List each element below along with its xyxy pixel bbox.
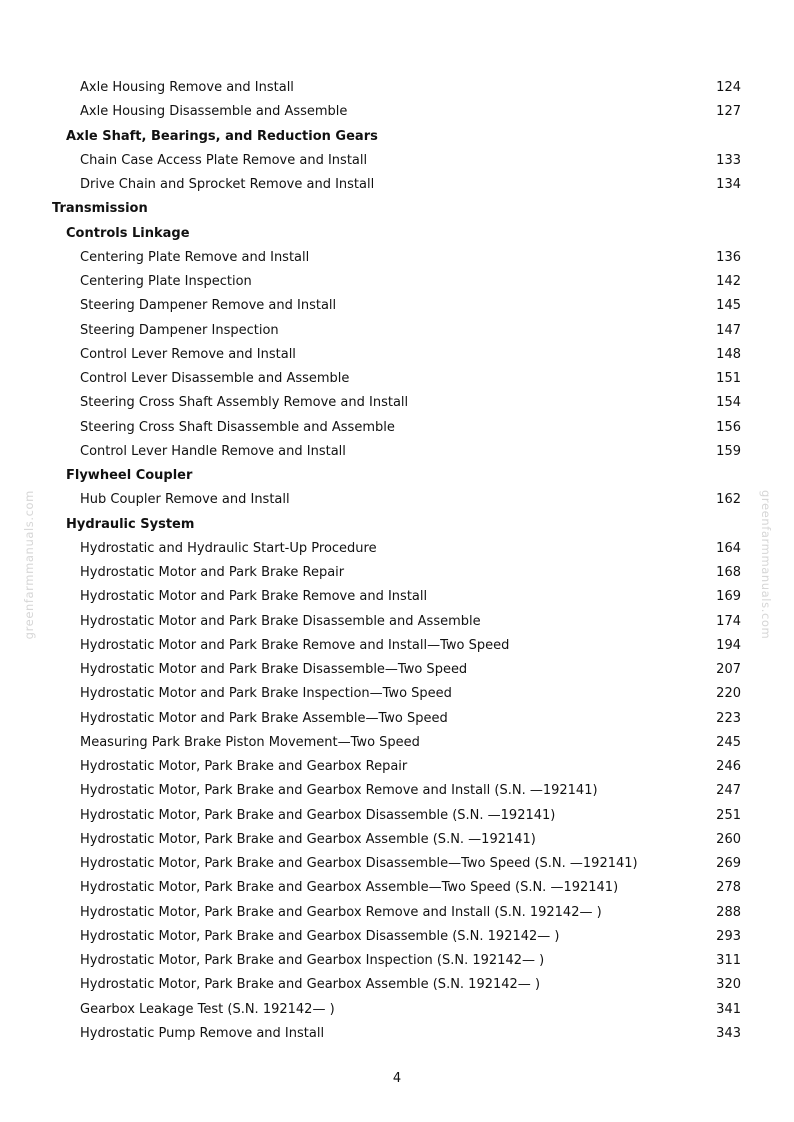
toc-entry-page: 174 — [716, 613, 741, 629]
toc-entry-page: 260 — [716, 831, 741, 847]
toc-entry[interactable] — [0, 416, 794, 440]
toc-entry-title: Hydrostatic Motor and Park Brake Remove and Install—Two Speed — [80, 637, 510, 653]
toc-entry[interactable] — [0, 319, 794, 343]
toc-entry[interactable] — [0, 610, 794, 634]
toc-entry-page: 223 — [716, 710, 741, 726]
toc-entry-title: Hydrostatic and Hydraulic Start-Up Procedure — [80, 540, 377, 556]
toc-entry[interactable] — [0, 682, 794, 706]
toc-entry[interactable] — [0, 537, 794, 561]
toc-entry-page: 154 — [716, 395, 741, 411]
toc-entry-title: Hydrostatic Motor, Park Brake and Gearbox Assemble—Two Speed (S.N. —192141) — [80, 880, 619, 896]
toc-entry[interactable] — [0, 270, 794, 294]
toc-entry[interactable] — [0, 488, 794, 512]
toc-entry-title: Hydrostatic Motor and Park Brake Assemble—Two Speed — [80, 710, 448, 726]
toc-entry-title: Hub Coupler Remove and Install — [80, 492, 290, 508]
toc-entry-page: 194 — [716, 637, 741, 653]
toc-entry-page: 169 — [716, 589, 741, 605]
toc-entry-page: 251 — [716, 807, 741, 823]
toc-entry-title: Measuring Park Brake Piston Movement—Two Speed — [80, 734, 420, 750]
toc-entry-page: 134 — [716, 177, 741, 192]
toc-section-heading[interactable] — [0, 464, 794, 488]
toc-entry-page: 320 — [716, 977, 741, 993]
toc-entry-page: 288 — [716, 904, 741, 920]
toc-entry[interactable] — [0, 949, 794, 973]
toc-section-heading[interactable] — [0, 125, 794, 149]
table-of-contents — [0, 76, 794, 1046]
toc-entry-page: 311 — [716, 953, 741, 968]
toc-entry-page: 162 — [716, 492, 741, 508]
toc-entry-page: 124 — [716, 80, 741, 95]
toc-entry-title: Steering Cross Shaft Disassemble and Assemble — [80, 419, 395, 435]
toc-entry[interactable] — [0, 828, 794, 852]
toc-entry-title: Hydrostatic Motor, Park Brake and Gearbox Disassemble (S.N. —192141) — [80, 807, 556, 823]
toc-entry-title: Controls Linkage — [66, 225, 190, 241]
toc-entry-title: Hydrostatic Motor, Park Brake and Gearbox Assemble (S.N. 192142— ) — [80, 977, 541, 993]
toc-entry-page: 278 — [716, 880, 741, 896]
toc-entry[interactable] — [0, 755, 794, 779]
toc-entry-title: Steering Dampener Inspection — [80, 322, 279, 338]
toc-entry-title: Control Lever Remove and Install — [80, 346, 296, 362]
watermark-left: greenfarmmanuals.com — [22, 490, 36, 640]
toc-entry[interactable] — [0, 440, 794, 464]
toc-section-heading[interactable] — [0, 222, 794, 246]
toc-entry-title: Hydrostatic Pump Remove and Install — [80, 1025, 325, 1041]
toc-entry[interactable] — [0, 76, 794, 100]
toc-entry[interactable] — [0, 391, 794, 415]
toc-entry-title: Hydrostatic Motor and Park Brake Disassemble—Two Speed — [80, 662, 468, 677]
toc-entry[interactable] — [0, 852, 794, 876]
toc-entry-page: 145 — [716, 298, 741, 314]
toc-entry-page: 168 — [716, 565, 741, 580]
toc-section-heading[interactable] — [0, 197, 794, 221]
toc-entry-title: Hydrostatic Motor, Park Brake and Gearbox Remove and Install (S.N. 192142— ) — [80, 904, 602, 920]
toc-entry-title: Control Lever Disassemble and Assemble — [80, 371, 350, 386]
toc-entry-page: 247 — [716, 783, 741, 799]
toc-entry-page: 136 — [716, 249, 741, 265]
toc-section-heading[interactable] — [0, 513, 794, 537]
toc-entry[interactable] — [0, 343, 794, 367]
toc-entry-title: Hydrostatic Motor and Park Brake Disassemble and Assemble — [80, 613, 481, 629]
toc-entry-title: Hydrostatic Motor, Park Brake and Gearbox Remove and Install (S.N. —192141) — [80, 783, 598, 799]
toc-entry-title: Gearbox Leakage Test (S.N. 192142— ) — [80, 1001, 335, 1017]
toc-entry-title: Hydrostatic Motor and Park Brake Repair — [80, 565, 345, 580]
toc-entry[interactable] — [0, 561, 794, 585]
toc-entry-page: 343 — [716, 1025, 741, 1041]
toc-entry[interactable] — [0, 149, 794, 173]
toc-entry[interactable] — [0, 876, 794, 900]
toc-entry-page: 148 — [716, 346, 741, 362]
toc-entry[interactable] — [0, 925, 794, 949]
toc-entry-page: 142 — [716, 274, 741, 289]
toc-entry[interactable] — [0, 901, 794, 925]
toc-entry-title: Chain Case Access Plate Remove and Install — [80, 152, 368, 168]
toc-entry-page: 246 — [716, 759, 741, 774]
toc-entry-page: 151 — [716, 371, 741, 386]
toc-entry-title: Hydrostatic Motor, Park Brake and Gearbox Repair — [80, 759, 408, 774]
toc-entry-title: Hydrostatic Motor, Park Brake and Gearbox Disassemble—Two Speed (S.N. —192141) — [80, 856, 638, 871]
toc-entry-page: 207 — [716, 662, 741, 677]
toc-entry-page: 159 — [716, 443, 741, 459]
toc-entry[interactable] — [0, 294, 794, 318]
toc-entry-title: Hydrostatic Motor and Park Brake Remove and Install — [80, 589, 428, 605]
toc-entry-page: 269 — [716, 856, 741, 871]
toc-entry-title: Hydrostatic Motor, Park Brake and Gearbox Disassemble (S.N. 192142— ) — [80, 928, 560, 944]
toc-entry-page: 147 — [716, 322, 741, 338]
toc-entry[interactable] — [0, 973, 794, 997]
toc-entry-page: 341 — [716, 1001, 741, 1017]
toc-entry-page: 245 — [716, 734, 741, 750]
toc-entry[interactable] — [0, 804, 794, 828]
toc-entry-title: Flywheel Coupler — [66, 468, 193, 483]
toc-entry[interactable] — [0, 998, 794, 1022]
toc-entry[interactable] — [0, 173, 794, 197]
toc-entry-page: 127 — [716, 104, 741, 120]
toc-entry[interactable] — [0, 367, 794, 391]
toc-entry-title: Drive Chain and Sprocket Remove and Install — [80, 177, 375, 192]
toc-entry-title: Control Lever Handle Remove and Install — [80, 443, 346, 459]
toc-entry-title: Hydraulic System — [66, 516, 195, 532]
toc-entry-title: Hydrostatic Motor, Park Brake and Gearbox Assemble (S.N. —192141) — [80, 831, 536, 847]
toc-entry[interactable] — [0, 585, 794, 609]
watermark-right: greenfarmmanuals.com — [759, 490, 773, 640]
toc-entry-title: Centering Plate Remove and Install — [80, 249, 310, 265]
toc-entry[interactable] — [0, 246, 794, 270]
toc-entry-page: 156 — [716, 419, 741, 435]
toc-entry-title: Axle Housing Remove and Install — [80, 80, 294, 95]
toc-entry-page: 293 — [716, 928, 741, 944]
toc-entry[interactable] — [0, 731, 794, 755]
toc-entry-title: Axle Housing Disassemble and Assemble — [80, 104, 348, 120]
toc-entry[interactable] — [0, 658, 794, 682]
toc-entry-title: Steering Cross Shaft Assembly Remove and Install — [80, 395, 409, 411]
toc-entry-title: Hydrostatic Motor, Park Brake and Gearbox Inspection (S.N. 192142— ) — [80, 953, 545, 968]
toc-entry[interactable] — [0, 707, 794, 731]
toc-entry-title: Centering Plate Inspection — [80, 274, 252, 289]
toc-entry-page: 133 — [716, 152, 741, 168]
toc-entry-title: Steering Dampener Remove and Install — [80, 298, 337, 314]
toc-entry-title: Transmission — [52, 201, 148, 217]
toc-entry-title: Axle Shaft, Bearings, and Reduction Gears — [66, 128, 378, 144]
toc-entry-title: Hydrostatic Motor and Park Brake Inspection—Two Speed — [80, 686, 452, 702]
toc-entry[interactable] — [0, 1022, 794, 1046]
toc-entry[interactable] — [0, 779, 794, 803]
toc-entry-page: 220 — [716, 686, 741, 702]
toc-entry[interactable] — [0, 100, 794, 124]
toc-entry[interactable] — [0, 634, 794, 658]
toc-entry-page: 164 — [716, 540, 741, 556]
page-number: 4 — [392, 1071, 402, 1086]
